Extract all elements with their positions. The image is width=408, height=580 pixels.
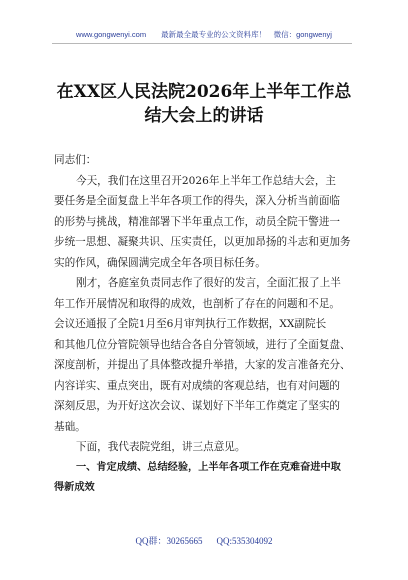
paragraph-2-line: 年工作开展情况和取得的成效，也剖析了存在的问题和不足。 [54, 297, 341, 310]
footer-banner [0, 534, 408, 547]
paragraph-1-line: 要任务是全面复盘上半年各项工作的得失，深入分析当前面临 [54, 195, 341, 207]
document-body [54, 150, 358, 499]
salutation-text: 同志们： [54, 154, 97, 166]
title-line-2: 结大会上的讲话 [144, 106, 264, 126]
section-heading-1 [54, 458, 358, 499]
paragraph-1 [54, 171, 358, 274]
header-divider [52, 43, 352, 44]
paragraph-2-line: 深刻反思，为开好这次会议、谋划好下半年工作奠定了坚实的 [54, 400, 341, 412]
paragraph-2-line: 和其他几位分管院领导也结合各自分管领域，进行了全面复盘、 [54, 338, 351, 351]
paragraph-1-line: 实的作风，确保圆满完成全年各项目标任务。 [54, 256, 266, 269]
section-heading-1-line: 一、肯定成绩、总结经验，上半年各项工作在克难奋进中取 [76, 461, 341, 473]
footer-qq-group: QQ群：30265665 [135, 536, 203, 546]
paragraph-1-line: 步统一思想、凝聚共识、压实责任，以更加昂扬的斗志和更加务 [54, 236, 351, 248]
section-heading-1-line: 得新成效 [54, 482, 95, 493]
paragraph-2-line: 基础。 [54, 420, 86, 433]
paragraph-3-line: 下面，我代表院党组，讲三点意见。 [76, 441, 246, 453]
paragraph-1-line: 今天，我们在这里召开2026年上半年工作总结大会，主 [76, 174, 337, 187]
title-line-1: 在XX区人民法院2026年上半年工作总 [56, 82, 352, 102]
paragraph-2 [54, 273, 358, 437]
document-title [50, 80, 358, 128]
paragraph-3 [54, 437, 358, 458]
paragraph-2-line: 刚才，各庭室负责同志作了很好的发言，全面汇报了上半 [76, 277, 341, 289]
footer-qq: QQ:535304092 [216, 536, 273, 546]
paragraph-2-line: 深度剖析，并提出了具体整改提升举措，大家的发言准备充分、 [54, 359, 351, 371]
paragraph-2-line: 内容详实、重点突出，既有对成绩的客观总结，也有对问题的 [54, 379, 341, 392]
paragraph-2-line: 会议还通报了全院1月至6月审判执行工作数据，XX副院长 [54, 318, 327, 330]
header-banner: www.gongwenyi.com 最新最全最专业的公文资料库！ 微信：gongwenyj [76, 30, 332, 39]
paragraph-1-line: 的形势与挑战，精准部署下半年重点工作，动员全院干警进一 [54, 215, 341, 228]
salutation [54, 150, 358, 171]
